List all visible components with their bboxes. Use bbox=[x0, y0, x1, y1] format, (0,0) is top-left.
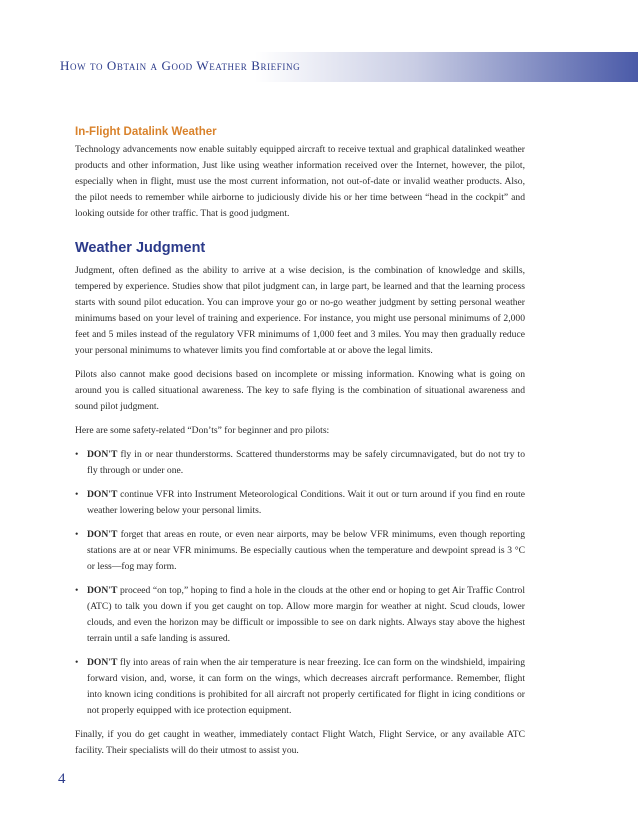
dont-text: fly in or near thunderstorms. Scattered thunderstorms may be safely circumnavigated, but do not try to fly through or under one. bbox=[87, 449, 525, 476]
dont-text: continue VFR into Instrument Meteorological Conditions. Wait it out or turn around if you find en route weather lowering below your personal limits. bbox=[87, 489, 525, 516]
datalink-paragraph: Technology advancements now enable suitably equipped aircraft to receive textual and graphical datalinked weather products and other information, Just like using weather information received over the Internet, however, the pilot, especially when in flight, must use the most current information, not out-of-date or invalid weather products. Also, the pilot needs to remember while airborne to judiciously divide his or her time between “head in the cockpit” and looking outside for other traffic. That is good judgment. bbox=[75, 144, 525, 219]
judgment-paragraph-2: Pilots also cannot make good decisions based on incomplete or missing information. Knowing what is going on around you is called situational awareness. The key to safe flying is the combination of situational awareness and sound pilot judgment. bbox=[75, 369, 525, 412]
donts-list bbox=[75, 447, 525, 719]
judgment-heading: Weather Judgment bbox=[75, 240, 206, 256]
bullet-icon: • bbox=[75, 529, 79, 540]
judgment-paragraph-1: Judgment, often defined as the ability to arrive at a wise decision, is the combination of knowledge and skills, tempered by experience. Studies show that pilot judgment can, in large part, be learned and that the learning process starts with sound pilot education. You can improve your go or no-go weather judgment by setting personal weather minimums based on your level of training and experience. For instance, you might use personal minimums of 2,000 feet and 5 miles instead of the regulatory VFR minimums of 1,000 feet and 3 miles. You may then gradually reduce your personal minimums to whatever limits you find comfortable at or above the legal limits. bbox=[75, 265, 525, 356]
page-content bbox=[75, 126, 525, 767]
dont-text: proceed “on top,” hoping to find a hole in the clouds at the other end or hoping to get Air Traffic Control (ATC) to talk you down if you get caught on top. Allow more margin for weather at night. Scud clouds, lower clouds, and even the horizon may be difficult or impossible to see on dark nights. Always stay above the highest terrain until a safe landing is assured. bbox=[87, 585, 525, 644]
donts-item bbox=[75, 583, 525, 647]
dont-keyword: DON'T bbox=[87, 657, 118, 668]
donts-item bbox=[75, 655, 525, 719]
donts-item bbox=[75, 527, 525, 575]
closing-paragraph: Finally, if you do get caught in weather, immediately contact Flight Watch, Flight Service, or any available ATC facility. Their specialists will do their utmost to assist you. bbox=[75, 729, 525, 756]
header-title: How to Obtain a Good Weather Briefing bbox=[60, 58, 301, 73]
donts-item bbox=[75, 487, 525, 519]
donts-item bbox=[75, 447, 525, 479]
bullet-icon: • bbox=[75, 585, 79, 596]
donts-intro: Here are some safety-related “Don’ts” for beginner and pro pilots: bbox=[75, 425, 330, 436]
dont-keyword: DON'T bbox=[87, 449, 118, 460]
datalink-heading: In-Flight Datalink Weather bbox=[75, 126, 217, 138]
running-header bbox=[0, 52, 638, 82]
bullet-icon: • bbox=[75, 449, 79, 460]
page-number: 4 bbox=[58, 771, 66, 787]
dont-keyword: DON'T bbox=[87, 529, 118, 540]
dont-keyword: DON'T bbox=[87, 489, 118, 500]
dont-keyword: DON'T bbox=[87, 585, 118, 596]
dont-text: forget that areas en route, or even near airports, may be below VFR minimums, even though reporting stations are at or near VFR minimums. Be especially cautious when the temperature and dewpoint spread is 3 °C or less—fog may form. bbox=[87, 529, 525, 572]
bullet-icon: • bbox=[75, 657, 79, 668]
dont-text: fly into areas of rain when the air temperature is near freezing. Ice can form on the windshield, impairing forward vision, and, worse, it can form on the wings, which decreases aircraft performance. Remember, flight into known icing conditions is prohibited for all aircraft not properly certificated for flight in icing conditions or not properly equipped with ice protection equipment. bbox=[87, 657, 525, 716]
bullet-icon: • bbox=[75, 489, 79, 500]
